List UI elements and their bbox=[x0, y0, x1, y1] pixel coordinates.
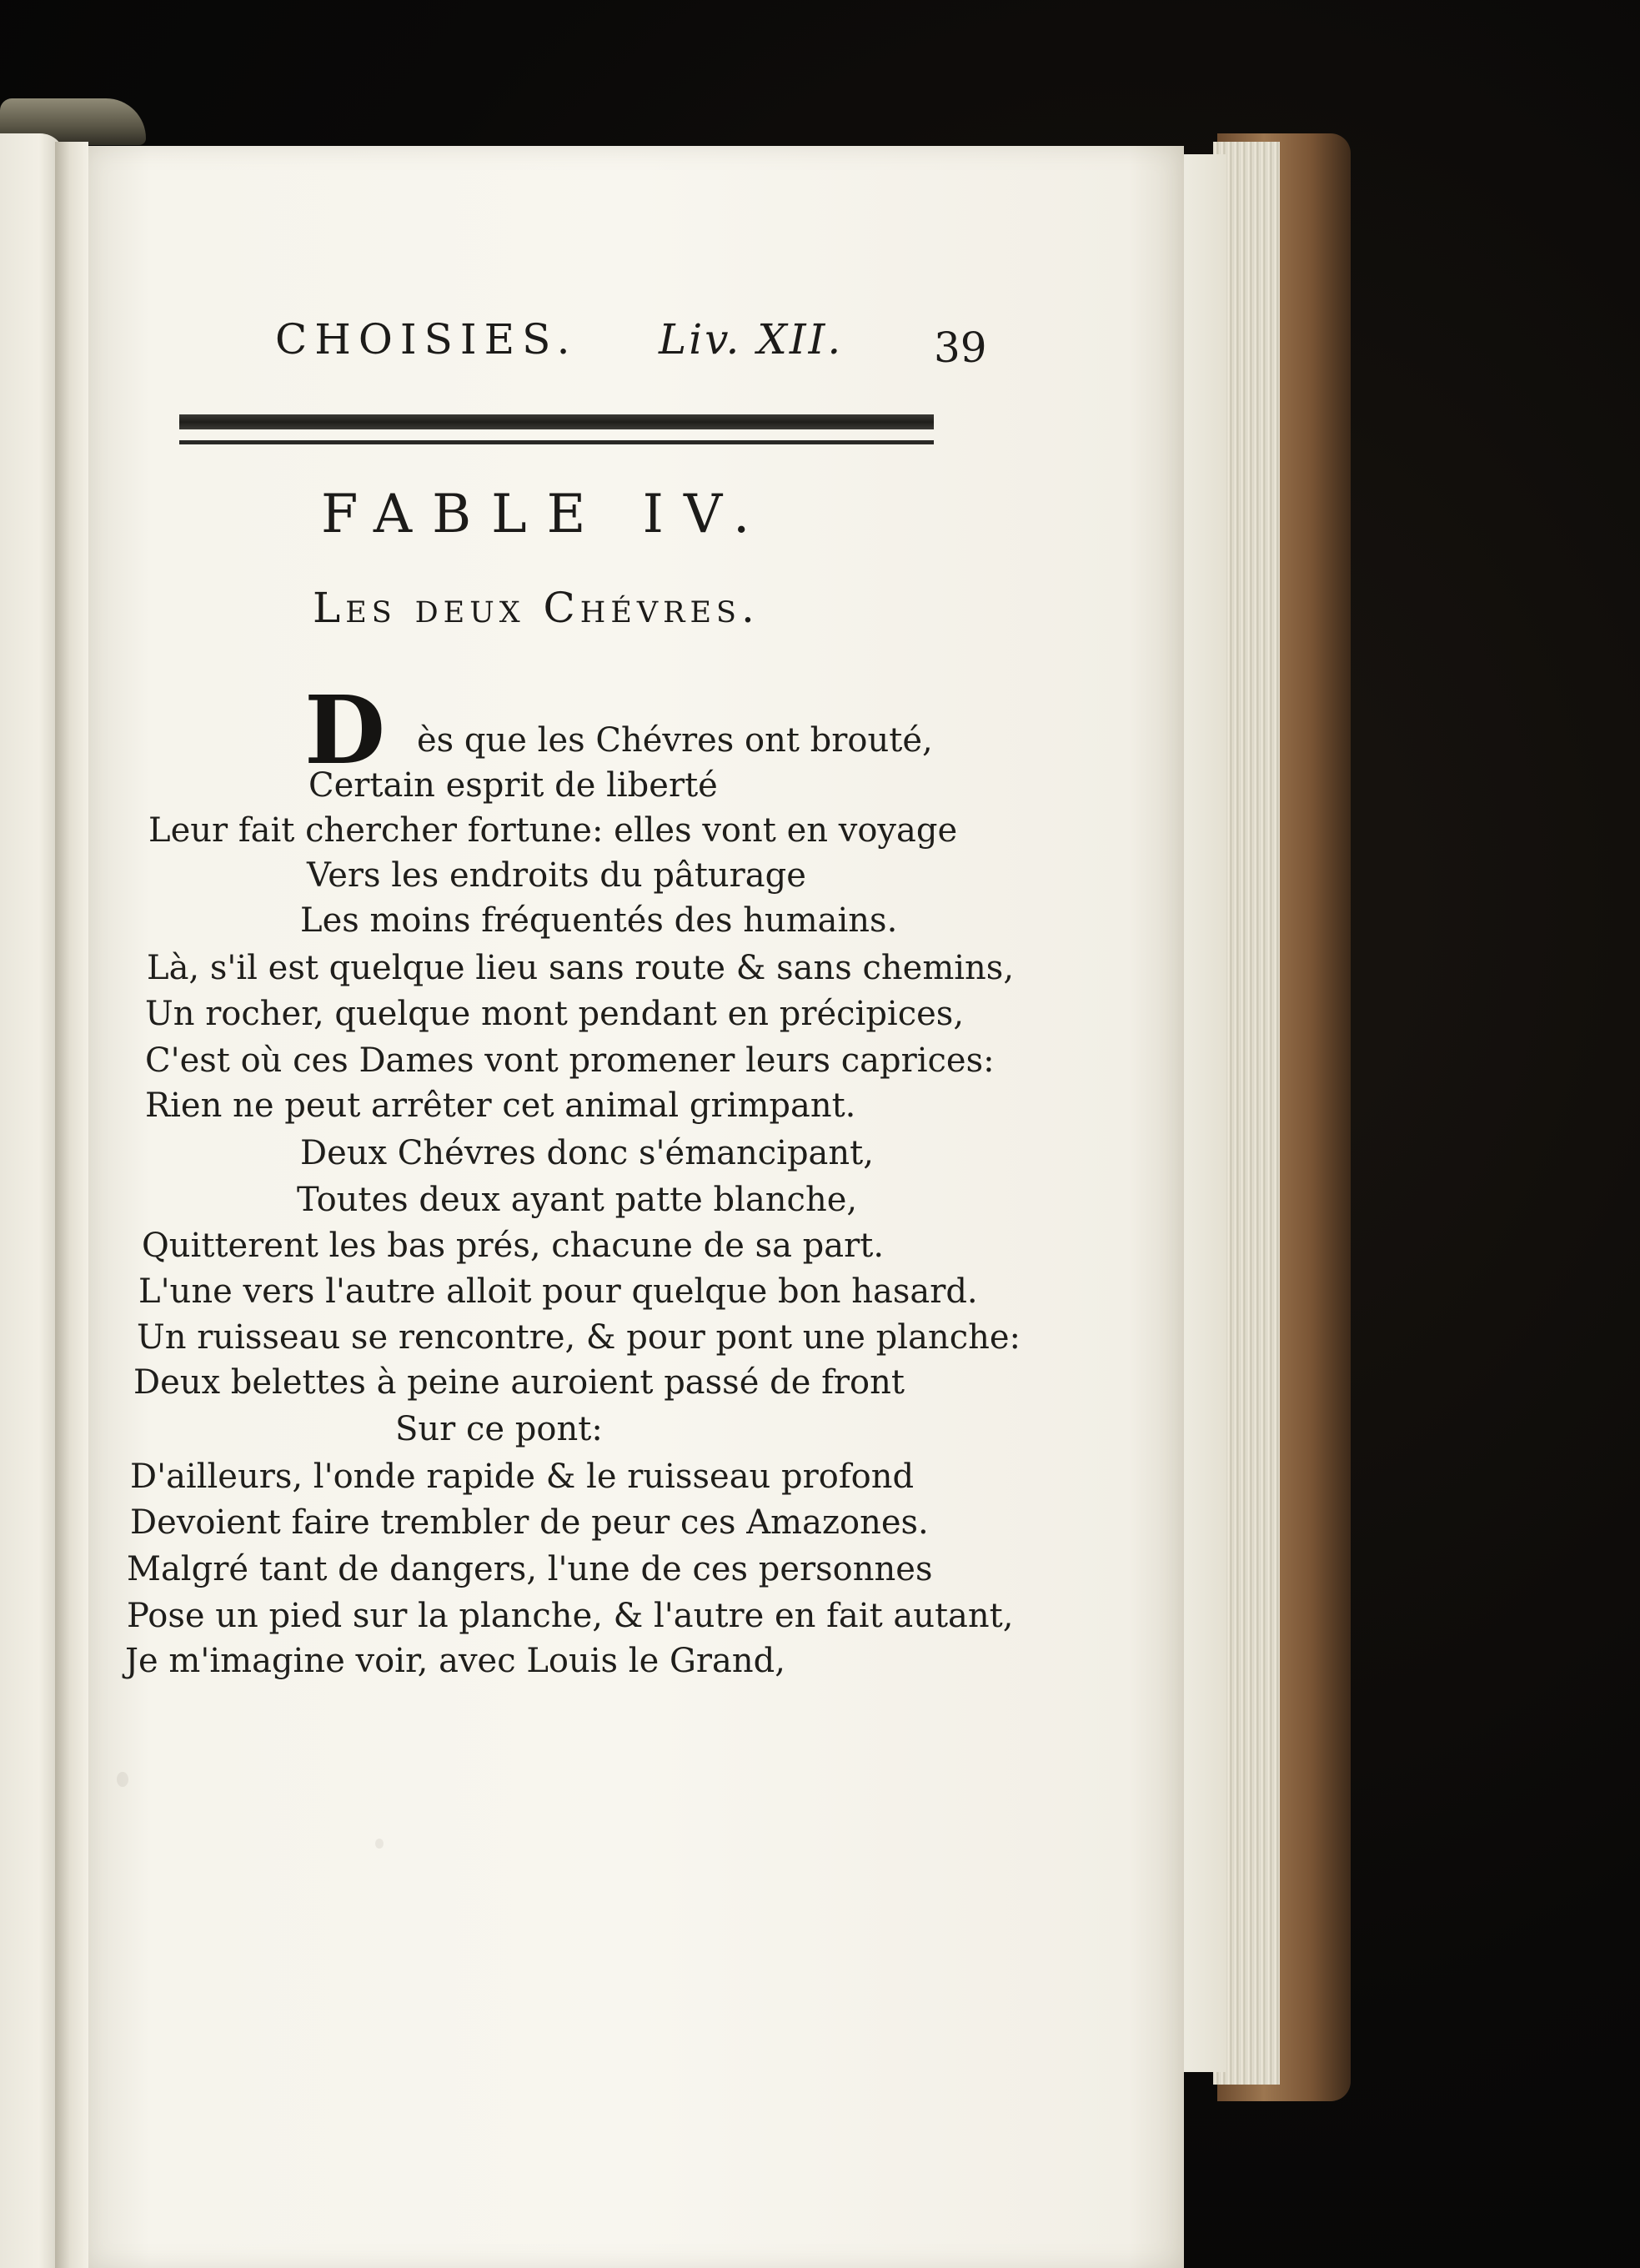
poem-line: Malgré tant de dangers, l'une de ces personnes bbox=[127, 1550, 933, 1588]
poem-line: D'ailleurs, l'onde rapide & le ruisseau profond bbox=[130, 1458, 915, 1496]
poem-line: ès que les Chévres ont brouté, bbox=[417, 721, 933, 760]
fable-subtitle: Les deux Chévres. bbox=[313, 584, 760, 632]
poem-line: Vers les endroits du pâturage bbox=[307, 856, 806, 895]
page-number: 39 bbox=[934, 324, 987, 372]
poem-line: Deux belettes à peine auroient passé de front bbox=[133, 1363, 905, 1402]
poem-line: Deux Chévres donc s'émancipant, bbox=[300, 1134, 874, 1172]
poem-line: Quitterent les bas prés, chacune de sa part. bbox=[142, 1227, 885, 1265]
poem-line: Rien ne peut arrêter cet animal grimpant. bbox=[145, 1086, 856, 1125]
poem-line: Toutes deux ayant patte blanche, bbox=[297, 1181, 858, 1219]
poem-line: Là, s'il est quelque lieu sans route & sans chemins, bbox=[147, 949, 1015, 987]
poem-line: Les moins fréquentés des humains. bbox=[300, 901, 898, 940]
poem-line: L'une vers l'autre alloit pour quelque bon hasard. bbox=[138, 1272, 978, 1311]
poem-line: Un rocher, quelque mont pendant en précipices, bbox=[145, 995, 965, 1033]
poem-line: Pose un pied sur la planche, & l'autre en fait autant, bbox=[127, 1597, 1014, 1635]
poem-line: Certain esprit de liberté bbox=[308, 766, 718, 805]
running-head-title: CHOISIES. bbox=[275, 315, 578, 364]
poem-line: Devoient faire trembler de peur ces Amazones. bbox=[130, 1503, 929, 1542]
fable-title: FABLE IV. bbox=[321, 484, 770, 545]
poem-line: Sur ce pont: bbox=[395, 1410, 603, 1448]
poem-line: Leur fait chercher fortune: elles vont en voyage bbox=[148, 811, 958, 850]
poem-line: C'est où ces Dames vont promener leurs caprices: bbox=[145, 1041, 995, 1080]
poem-line: Je m'imagine voir, avec Louis le Grand, bbox=[125, 1642, 785, 1680]
poem-line: Un ruisseau se rencontre, & pour pont une planche: bbox=[137, 1318, 1021, 1357]
running-head-book: Liv. XII. bbox=[659, 315, 844, 364]
drop-cap: D bbox=[304, 676, 386, 785]
